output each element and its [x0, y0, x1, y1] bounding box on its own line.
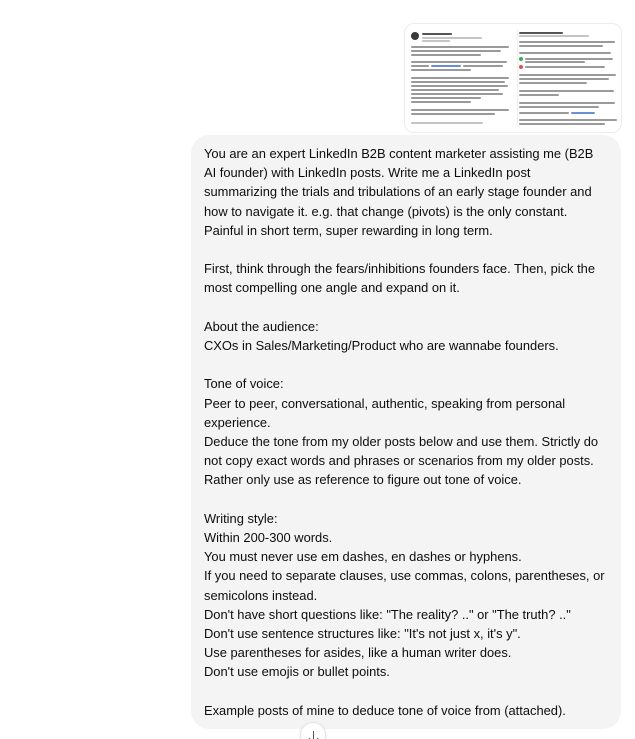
message-paragraph-intro: You are an expert LinkedIn B2B content marketer assisting me (B2B AI founder) with LinkedIn posts. Write me a LinkedIn post summarizing the trials and tribulations of an early stage founder and how to navigate it. e.g. that change (pivots) is the only constant. Painful in short term, super rewarding in long term.: [204, 146, 594, 238]
user-message-text: [204, 144, 608, 720]
attached-image-left-post: [411, 32, 515, 126]
attached-image[interactable]: [404, 23, 622, 133]
message-paragraph-fears: First, think through the fears/inhibitions founders face. Then, pick the most compelling one angle and expand on it.: [204, 261, 595, 296]
divider: [517, 30, 518, 126]
user-message-bubble: [191, 135, 621, 729]
message-paragraph-style: Writing style: Within 200-300 words. You must never use em dashes, en dashes or hyphens. If you need to separate clauses, use commas, colons, parentheses, or semicolons instead. Don't have short questions like: "The reality? .." or "The truth? .." Don't use sentence structures like: "It's not just x, it's y". Use parentheses for asides, like a human writer does. Don't use emojis or bullet points.: [204, 510, 605, 680]
attached-image-right-post: [519, 32, 619, 126]
message-paragraph-examples: Example posts of mine to deduce tone of voice from (attached).: [204, 702, 566, 718]
message-paragraph-tone: Tone of voice: Peer to peer, conversational, authentic, speaking from personal experience. Deduce the tone from my older posts below and use them. Strictly do not copy exact words and phrases or scenarios from my older posts. Rather only use as reference to figure out tone of voice.: [204, 376, 599, 488]
avatar: [411, 32, 419, 40]
message-paragraph-audience: About the audience: CXOs in Sales/Marketing/Product who are wannabe founders.: [204, 318, 559, 354]
